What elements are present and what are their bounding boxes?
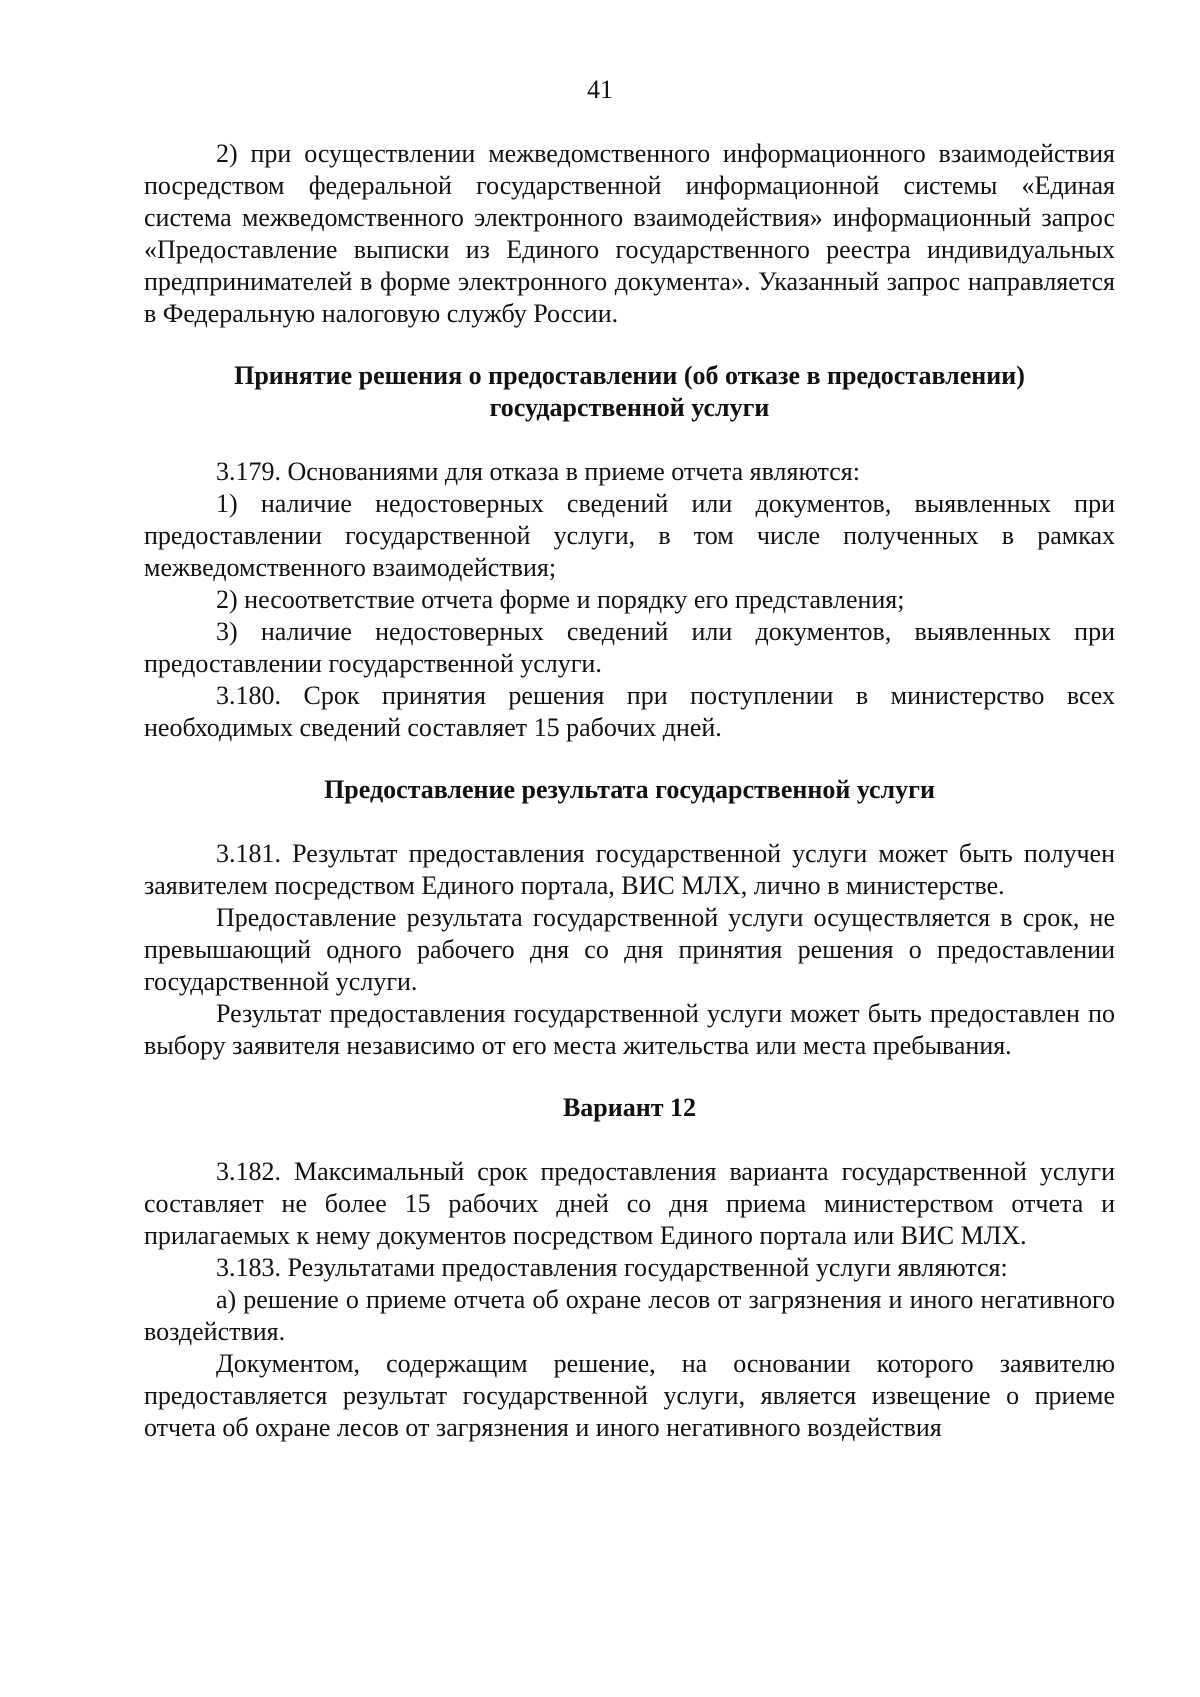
paragraph-3-180: 3.180. Срок принятия решения при поступлении в министерство всех необходимых сведений составляет 15 рабочих дней. <box>144 681 1115 742</box>
section-heading-result: Предоставление результата государственной услуги <box>324 775 935 804</box>
spacer <box>144 424 1115 456</box>
page-number: 41 <box>587 75 613 104</box>
paragraph-result-choice: Результат предоставления государственной услуги может быть предоставлен по выбору заявителя независимо от его места жительства или места пребывания. <box>144 999 1115 1060</box>
paragraph-item-1: 1) наличие недостоверных сведений или документов, выявленных при предоставлении государственной услуги, в том числе полученных в рамках межведомственного взаимодействия; <box>144 489 1115 582</box>
spacer <box>144 1062 1115 1092</box>
paragraph-item-a: а) решение о приеме отчета об охране лесов от загрязнения и иного негативного воздействия. <box>144 1285 1115 1346</box>
spacer <box>144 744 1115 774</box>
paragraph-3-179: 3.179. Основаниями для отказа в приеме отчета являются: <box>216 457 860 486</box>
section-heading-decision-line2: государственной услуги <box>489 393 770 422</box>
section-heading-decision-line1: Принятие решения о предоставлении (об отказе в предоставлении) <box>234 361 1025 390</box>
spacer <box>144 806 1115 838</box>
paragraph-3-181: 3.181. Результат предоставления государственной услуги может быть получен заявителем посредством Единого портала, ВИС МЛХ, лично в министерстве. <box>144 839 1115 900</box>
document-body <box>144 138 1115 1444</box>
section-heading-variant-12: Вариант 12 <box>562 1093 697 1122</box>
paragraph-3-182: 3.182. Максимальный срок предоставления варианта государственной услуги составляет не более 15 рабочих дней со дня приема министерством отчета и прилагаемых к нему документов посредством Единого портала или ВИС МЛХ. <box>144 1157 1115 1250</box>
paragraph-item-2: 2) несоответствие отчета форме и порядку его представления; <box>216 585 905 614</box>
paragraph-item-3: 3) наличие недостоверных сведений или документов, выявленных при предоставлении государственной услуги. <box>144 617 1115 678</box>
paragraph-result-term: Предоставление результата государственной услуги осуществляется в срок, не превышающий одного рабочего дня со дня принятия решения о предоставлении государственной услуги. <box>144 903 1115 996</box>
spacer <box>144 330 1115 360</box>
paragraph-item-2-request: 2) при осуществлении межведомственного информационного взаимодействия посредством федеральной государственной информационной системы «Единая система межведомственного электронного взаимодействия» информационный запрос «Предоставление выписки из Единого государственного реестра индивидуальных предпринимателей в форме электронного документа». Указанный запрос направляется в Федеральную налоговую службу России. <box>144 139 1115 328</box>
paragraph-3-183: 3.183. Результатами предоставления государственной услуги являются: <box>216 1253 1008 1282</box>
paragraph-document: Документом, содержащим решение, на основании которого заявителю предоставляется результат государственной услуги, является извещение о приеме отчета об охране лесов от загрязнения и иного негативного воздействия <box>144 1349 1115 1442</box>
spacer <box>144 1124 1115 1156</box>
